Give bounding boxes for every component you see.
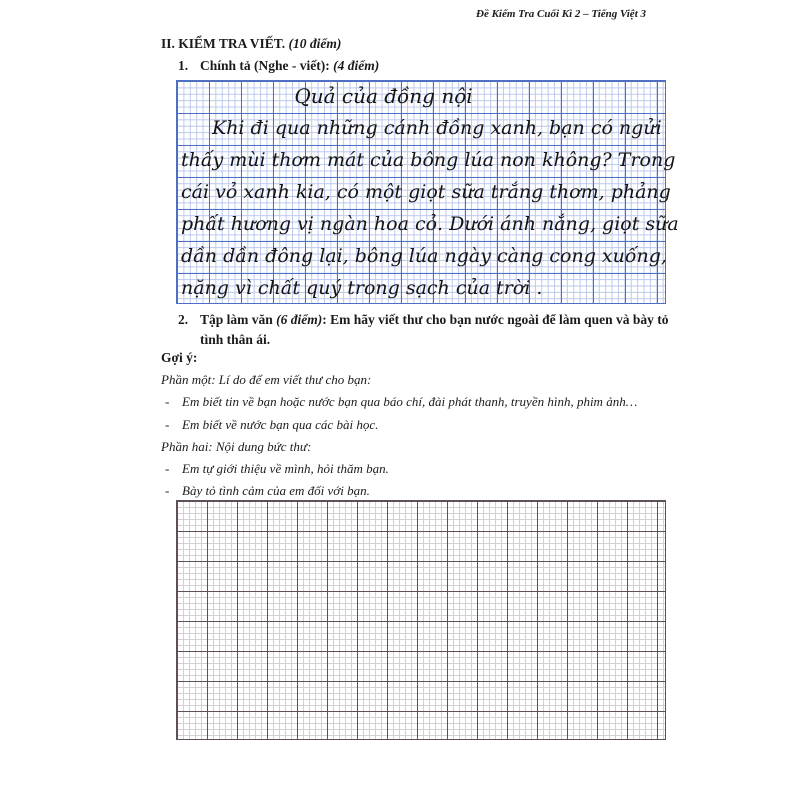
hint-bullet-2 [165,417,677,433]
hint-bullet-3 [165,461,677,477]
item-2-text-line1: : Em hãy viết thư cho bạn nước ngoài để làm quen và bày tỏ [322,312,669,327]
bullet-dash: - [165,417,170,432]
handwriting-line-5: dần dần đông lại, bông lúa ngày càng cong xuống, [181,245,667,267]
hint-bullet-1-text: Em biết tin về bạn hoặc nước bạn qua báo chí, đài phát thanh, truyền hình, phim ảnh… [182,394,638,409]
item-2 [178,310,670,350]
handwriting-line-6: nặng vì chất quý trong sạch của trời . [181,277,543,299]
dictation-title: Quả của đồng nội [294,84,473,108]
hint-bullet-2-text: Em biết về nước bạn qua các bài học. [182,417,379,432]
dictation-handwriting [176,80,679,304]
handwriting-line-4: phất hương vị ngàn hoa cỏ. Dưới ánh nắng, giọt sữa [181,213,679,235]
item-2-text-line2: tình thân ái. [200,332,271,347]
hints-title: Gợi ý: [161,350,198,365]
writing-grid [176,500,666,740]
item-1-number: 1. [178,58,189,73]
hint-bullet-3-text: Em tự giới thiệu về mình, hỏi thăm bạn. [182,461,389,476]
item-2-content [200,310,669,350]
hint-part2-heading: Phần hai: Nội dung bức thư: [161,439,312,454]
item-1-content [200,58,379,74]
hint-bullet-4 [165,483,677,499]
bullet-dash: - [165,461,170,476]
page-header [160,8,646,20]
item-2-number: 2. [178,312,189,327]
hint-part1-heading: Phần một: Lí do để em viết thư cho bạn: [161,372,372,387]
bullet-dash: - [165,394,170,409]
section-title [161,36,341,52]
item-2-lead: Tập làm văn [200,312,273,327]
handwriting-line-2: thấy mùi thơm mát của bông lúa non không? Trong [181,149,676,171]
hint-bullet-4-text: Bày tỏ tình cảm của em đối với bạn. [182,483,370,498]
section-title-text: II. KIỂM TRA VIẾT. [161,36,286,51]
hint-bullet-1 [165,394,677,410]
item-1 [178,58,670,74]
section-points: (10 điểm) [288,36,342,51]
header-title: Đề Kiểm Tra Cuối Kì 2 – Tiếng Việt 3 [476,8,646,20]
handwriting-line-1: Khi đi qua những cánh đồng xanh, bạn có ngửi [212,117,662,139]
item-1-points: (4 điểm) [333,58,380,73]
item-1-text: Chính tả (Nghe - viết): [200,58,330,73]
item-2-points: (6 điểm) [276,312,323,327]
handwriting-line-3: cái vỏ xanh kia, có một giọt sữa trắng thơm, phảng [181,181,671,203]
bullet-dash: - [165,483,170,498]
